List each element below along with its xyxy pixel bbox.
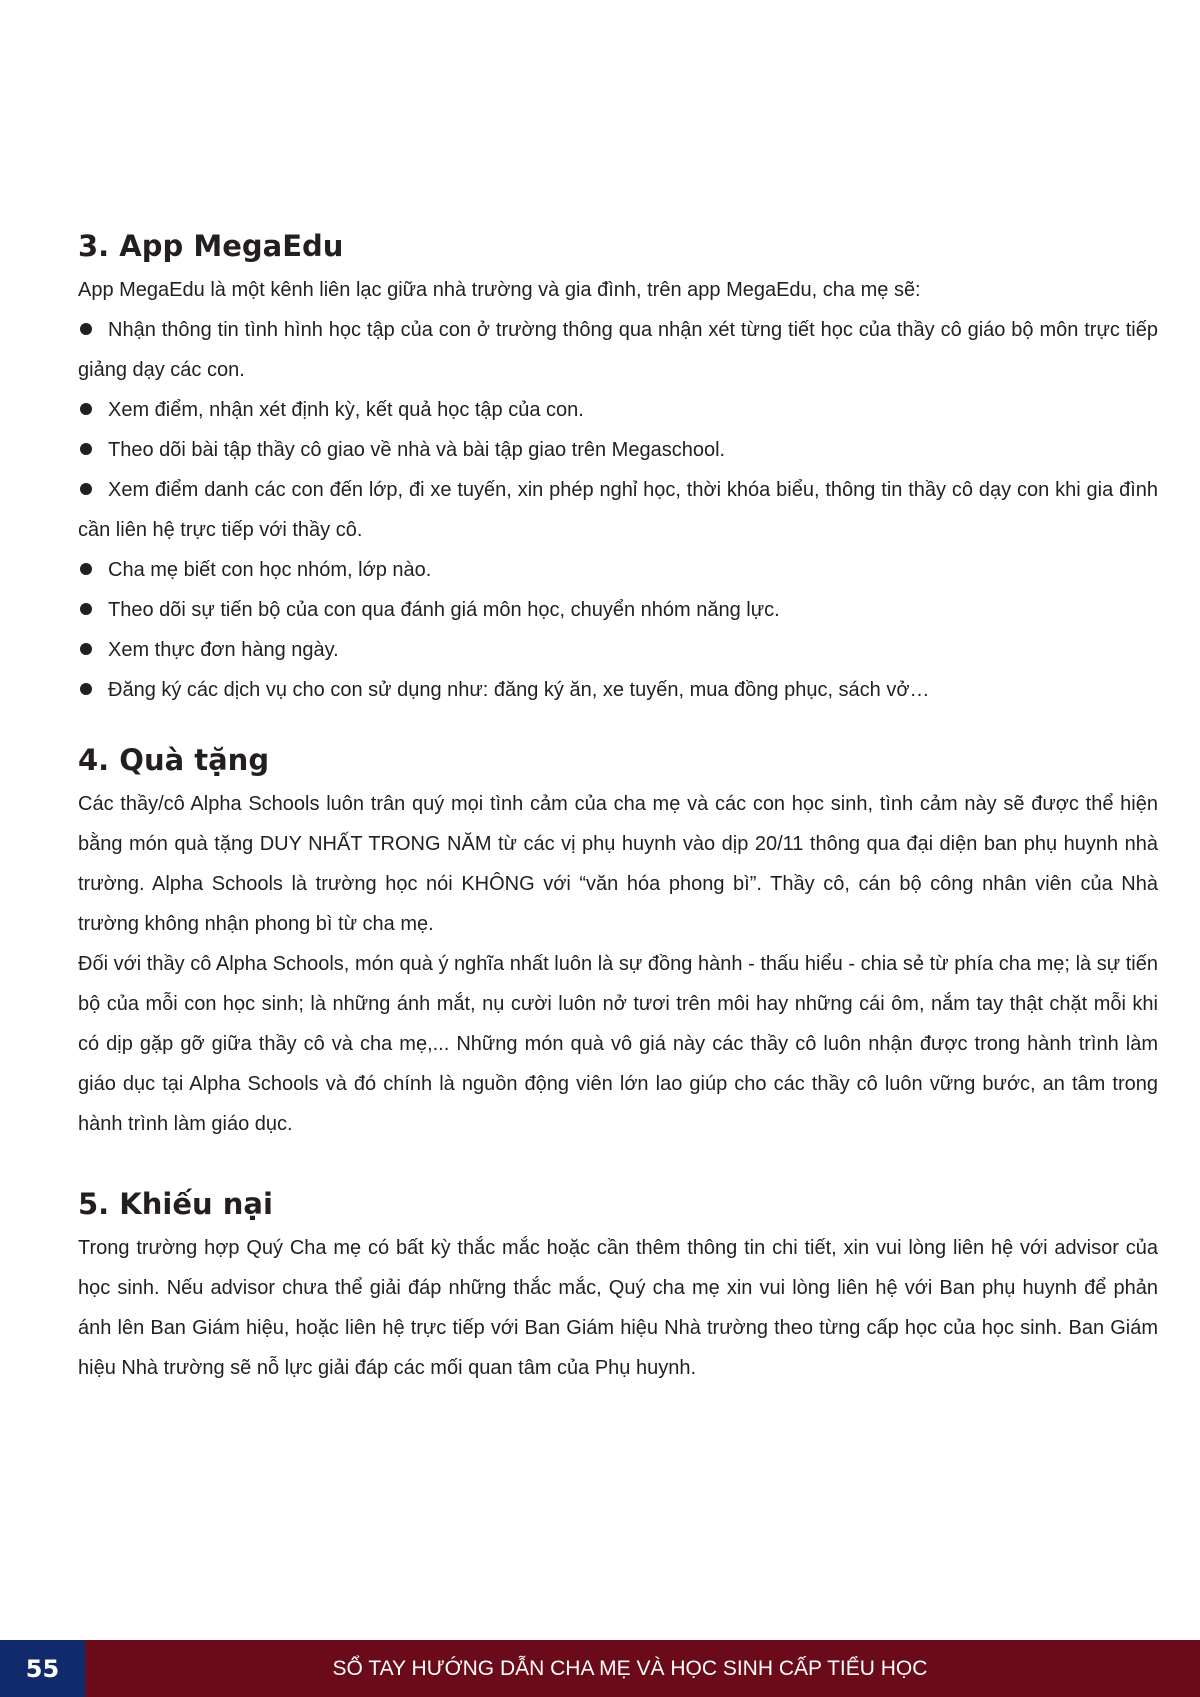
list-item xyxy=(78,590,1158,630)
section-spacer xyxy=(78,710,1158,736)
page-footer xyxy=(0,1640,1200,1697)
list-item-text: Theo dõi bài tập thầy cô giao về nhà và bài tập giao trên Megaschool. xyxy=(108,439,726,461)
page-number: 55 xyxy=(0,1640,85,1697)
list-item xyxy=(78,470,1158,550)
document-body xyxy=(78,222,1158,1388)
list-item-text: Theo dõi sự tiến bộ của con qua đánh giá môn học, chuyển nhóm năng lực. xyxy=(108,599,780,621)
list-item-text: Xem thực đơn hàng ngày. xyxy=(108,639,339,661)
bullet-dot-icon xyxy=(80,323,92,335)
bullet-list xyxy=(78,310,1158,710)
list-item-text: Xem điểm, nhận xét định kỳ, kết quả học tập của con. xyxy=(108,399,584,421)
paragraph: Các thầy/cô Alpha Schools luôn trân quý mọi tình cảm của cha mẹ và các con học sinh, tình cảm này sẽ được thể hiện bằng món quà tặng DUY NHẤT TRONG NĂM từ các vị phụ huynh vào dịp 20/11 thông qua đại diện ban phụ huynh nhà trường. Alpha Schools là trường học nói KHÔNG với “văn hóa phong bì”. Thầy cô, cán bộ công nhân viên của Nhà trường không nhận phong bì từ cha mẹ. xyxy=(78,793,1158,935)
paragraph: Trong trường hợp Quý Cha mẹ có bất kỳ thắc mắc hoặc cần thêm thông tin chi tiết, xin vui lòng liên hệ với advisor của học sinh. Nếu advisor chưa thể giải đáp những thắc mắc, Quý cha mẹ xin vui lòng liên hệ với Ban phụ huynh để phản ánh lên Ban Giám hiệu, hoặc liên hệ trực tiếp với Ban Giám hiệu Nhà trường theo từng cấp học của học sinh. Ban Giám hiệu Nhà trường sẽ nỗ lực giải đáp các mối quan tâm của Phụ huynh. xyxy=(78,1237,1158,1379)
bullet-dot-icon xyxy=(80,603,92,615)
paragraph: Đối với thầy cô Alpha Schools, món quà ý nghĩa nhất luôn là sự đồng hành - thấu hiểu - chia sẻ từ phía cha mẹ; là sự tiến bộ của mỗi con học sinh; là những ánh mắt, nụ cười luôn nở tươi trên môi hay những cái ôm, nắm tay thật chặt mỗi khi có dịp gặp gỡ giữa thầy cô và cha mẹ,... Những món quà vô giá này các thầy cô luôn nhận được trong hành trình làm giáo dục tại Alpha Schools và đó chính là nguồn động viên lớn lao giúp cho các thầy cô luôn vững bước, an tâm trong hành trình làm giáo dục. xyxy=(78,953,1158,1135)
bullet-dot-icon xyxy=(80,643,92,655)
section-spacer xyxy=(78,1144,1158,1180)
bullet-dot-icon xyxy=(80,443,92,455)
list-item-text: Nhận thông tin tình hình học tập của con ở trường thông qua nhận xét từng tiết học của thầy cô giáo bộ môn trực tiếp giảng dạy các con. xyxy=(78,319,1158,381)
list-item xyxy=(78,670,1158,710)
section-title-app-megaedu: 3. App MegaEdu xyxy=(78,229,344,263)
bullet-dot-icon xyxy=(80,563,92,575)
list-item xyxy=(78,310,1158,390)
list-item-text: Đăng ký các dịch vụ cho con sử dụng như: đăng ký ăn, xe tuyến, mua đồng phục, sách vở… xyxy=(108,679,930,701)
list-item xyxy=(78,390,1158,430)
list-item xyxy=(78,630,1158,670)
footer-title: SỔ TAY HƯỚNG DẪN CHA MẸ VÀ HỌC SINH CẤP TIỂU HỌC xyxy=(85,1640,1200,1697)
section-title-qua-tang: 4. Quà tặng xyxy=(78,743,270,777)
list-item xyxy=(78,550,1158,590)
list-item xyxy=(78,430,1158,470)
bullet-dot-icon xyxy=(80,483,92,495)
section-intro: App MegaEdu là một kênh liên lạc giữa nhà trường và gia đình, trên app MegaEdu, cha mẹ sẽ: xyxy=(78,279,921,301)
list-item-text: Xem điểm danh các con đến lớp, đi xe tuyến, xin phép nghỉ học, thời khóa biểu, thông tin thầy cô dạy con khi gia đình cần liên hệ trực tiếp với thầy cô. xyxy=(78,479,1158,541)
bullet-dot-icon xyxy=(80,683,92,695)
list-item-text: Cha mẹ biết con học nhóm, lớp nào. xyxy=(108,559,432,581)
section-title-khieu-nai: 5. Khiếu nại xyxy=(78,1187,273,1221)
bullet-dot-icon xyxy=(80,403,92,415)
